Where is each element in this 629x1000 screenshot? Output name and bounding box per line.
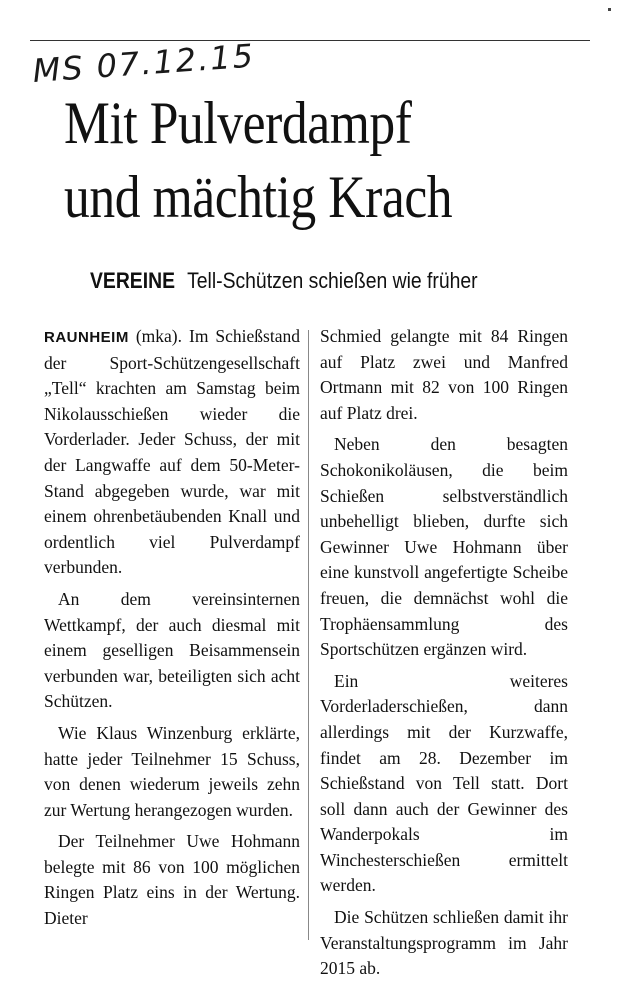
headline-line-2: und mächtig Krach [64,164,453,230]
column-divider [308,330,309,940]
body-paragraph [44,324,300,581]
dateline: RAUNHEIM [44,329,129,346]
body-paragraph: Die Schützen schließen damit ihr Veranstaltungsprogramm im Jahr 2015 ab. [320,907,568,979]
body-paragraph: Schmied gelangte mit 84 Ringen auf Platz zwei und Manfred Ortmann mit 82 von 100 Ringen auf Platz drei. [320,326,568,423]
scan-speck [608,8,611,11]
body-paragraph: Ein weiteres Vorderladerschießen, dann allerdings mit der Kurzwaffe, findet am 28. Dezember im Schießstand von Tell statt. Dort soll dann auch der Gewinner des Wanderpokals im Winchesterschießen ermittelt werden. [320,670,568,896]
article-kicker [90,268,478,294]
headline-line-1: Mit Pulverdampf [64,90,412,156]
body-paragraph: Wie Klaus Winzenburg erklärte, hatte jeder Teilnehmer 15 Schuss, von denen wiederum jeweils zehn zur Wertung herangezogen wurden. [44,722,300,820]
section-tag: VEREINE [90,268,176,293]
article-column-right [320,324,568,988]
handwritten-source-note: MS 07.12.15 [31,36,257,90]
article-column-left [44,324,300,938]
body-paragraph: Der Teilnehmer Uwe Hohmann belegte mit 86 von 100 möglichen Ringen Platz eins in der Wertung. Dieter [44,831,300,929]
clipping-top-rule [30,40,590,41]
paragraph-text: (mka). Im Schießstand der Sport-Schützengesellschaft „Tell“ krachten am Samstag beim Nikolausschießen wieder die Vorderlader. Jeder Schuss, der mit der Langwaffe auf dem 50-Meter-Stand abgegeben wurde, war mit einem ohrenbetäubenden Knall und ordentlich viel Pulverdampf verbunden. [44,326,300,578]
article-subtitle: Tell-Schützen schießen wie früher [187,268,478,293]
article-headline [64,86,528,234]
body-paragraph: An dem vereinsinternen Wettkampf, der auch diesmal mit einem geselligen Beisammensein verbunden war, beteiligten sich acht Schützen. [44,588,300,712]
body-paragraph: Neben den besagten Schokonikoläusen, die beim Schießen selbstverständlich unbehelligt blieben, durfte sich Gewinner Uwe Hohmann über eine kunstvoll angefertigte Scheibe freuen, die demnächst wohl die Trophäensammlung des Sportschützen ergänzen wird. [320,434,568,660]
